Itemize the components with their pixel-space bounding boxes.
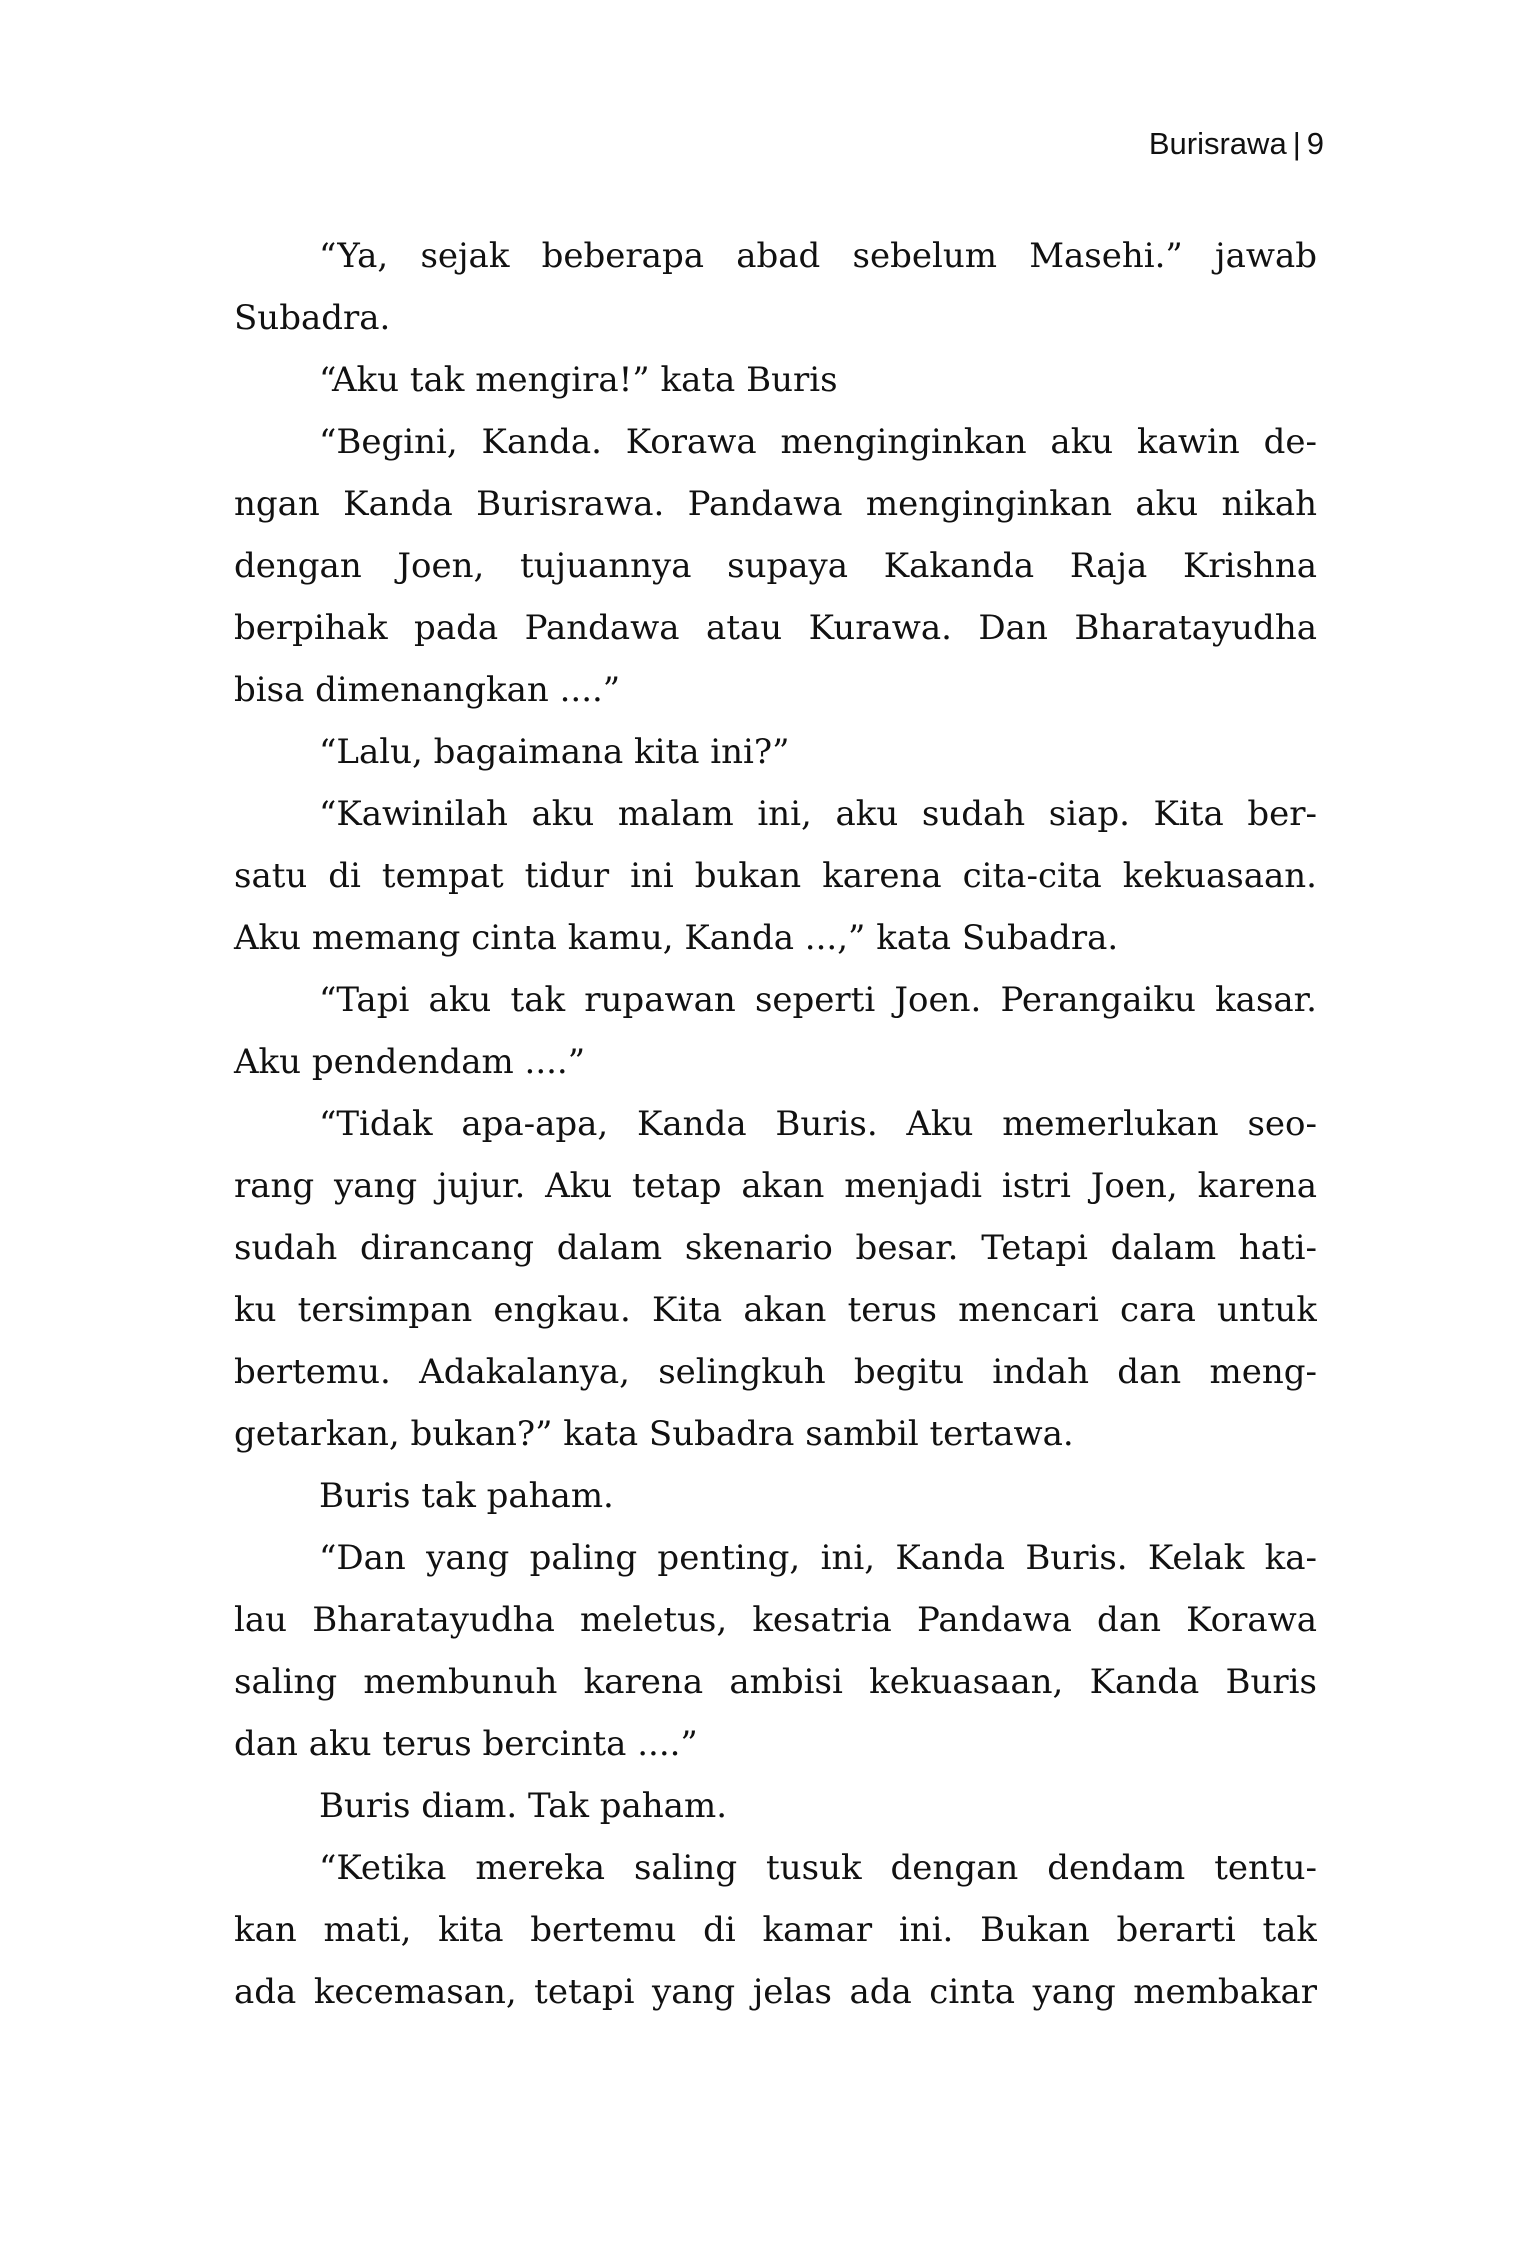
- text-line: ku tersimpan engkau. Kita akan terus mencari cara untuk: [234, 1290, 1317, 1330]
- text-line: sudah dirancang dalam skenario besar. Tetapi dalam hati-: [234, 1228, 1317, 1268]
- page-number: 9: [1306, 126, 1324, 161]
- text-line: “Begini, Kanda. Korawa menginginkan aku kawin de-: [319, 422, 1317, 462]
- text-line: Aku memang cinta kamu, Kanda ...,” kata Subadra.: [234, 918, 1119, 958]
- text-line: ada kecemasan, tetapi yang jelas ada cinta yang membakar: [234, 1972, 1317, 2012]
- text-line: Buris tak paham.: [319, 1476, 614, 1516]
- text-line: lau Bharatayudha meletus, kesatria Pandawa dan Korawa: [234, 1600, 1317, 1640]
- book-title: Burisrawa: [1148, 126, 1287, 161]
- text-line: “Lalu, bagaimana kita ini?”: [319, 732, 790, 772]
- text-line: kan mati, kita bertemu di kamar ini. Bukan berarti tak: [234, 1910, 1317, 1950]
- text-line: Subadra.: [234, 298, 391, 338]
- text-line: bertemu. Adakalanya, selingkuh begitu indah dan meng-: [234, 1352, 1317, 1392]
- text-line: “Ya, sejak beberapa abad sebelum Masehi.” jawab: [319, 236, 1317, 276]
- body-text: [234, 225, 1317, 2023]
- text-line: saling membunuh karena ambisi kekuasaan, Kanda Buris: [234, 1662, 1317, 1702]
- text-line: Buris diam. Tak paham.: [319, 1786, 727, 1826]
- text-line: “Kawinilah aku malam ini, aku sudah siap. Kita ber-: [319, 794, 1317, 834]
- header-separator: |: [1292, 126, 1301, 161]
- running-header: [1149, 124, 1324, 164]
- text-line: “Dan yang paling penting, ini, Kanda Buris. Kelak ka-: [319, 1538, 1317, 1578]
- text-line: ngan Kanda Burisrawa. Pandawa menginginkan aku nikah: [234, 484, 1317, 524]
- text-line: dan aku terus bercinta ....”: [234, 1724, 698, 1764]
- text-line: bisa dimenangkan ....”: [234, 670, 621, 710]
- text-line: getarkan, bukan?” kata Subadra sambil tertawa.: [234, 1414, 1074, 1454]
- text-line: dengan Joen, tujuannya supaya Kakanda Raja Krishna: [234, 546, 1317, 586]
- text-line: satu di tempat tidur ini bukan karena cita-cita kekuasaan.: [234, 856, 1317, 896]
- text-line: rang yang jujur. Aku tetap akan menjadi istri Joen, karena: [234, 1166, 1317, 1206]
- text-line: “Tidak apa-apa, Kanda Buris. Aku memerlukan seo-: [319, 1104, 1317, 1144]
- text-line: Aku pendendam ....”: [234, 1042, 586, 1082]
- text-line: berpihak pada Pandawa atau Kurawa. Dan Bharatayudha: [234, 608, 1317, 648]
- text-line: “Tapi aku tak rupawan seperti Joen. Perangaiku kasar.: [319, 980, 1317, 1020]
- text-line: “Aku tak mengira!” kata Buris: [319, 360, 838, 400]
- text-line: “Ketika mereka saling tusuk dengan dendam tentu-: [319, 1848, 1317, 1888]
